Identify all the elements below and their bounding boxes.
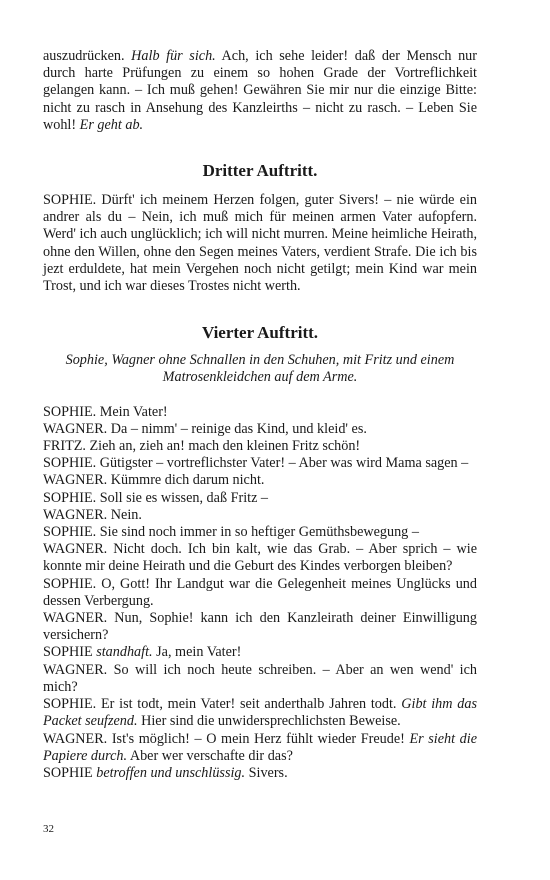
dialogue-line: SOPHIE standhaft. Ja, mein Vater! <box>43 644 242 661</box>
page-text <box>43 48 477 782</box>
stage-direction: Halb für sich. <box>131 48 216 64</box>
stage-direction: Er sieht die Papiere durch. <box>43 730 477 764</box>
dialogue-line: SOPHIE. Gütigster – vortreflichster Vater! – Aber was wird Mama sagen – <box>43 455 469 472</box>
sophie-speech: SOPHIE. Dürft' ich meinem Herzen folgen, guter Sivers! – nie würde ein andrer als du – Nein, ich muß mich für meinen armen Vater aufopfern. Werd' ich auch unglücklich; ich will nicht murren. Meine heimliche Heirath, ohne den Willen, ohne den Segen meines Vaters, verdient Strafe. Die ich bis jezt erduldete, hat mein Vergehen noch nicht getilgt; mein Kind war mein Trost, und ich war dieses Trostes nicht werth. <box>43 192 477 295</box>
dialogue-line: WAGNER. Kümmre dich darum nicht. <box>43 472 265 489</box>
dialogue-line: WAGNER. Da – nimm' – reinige das Kind, und kleid' es. <box>43 420 367 437</box>
stage-direction: Gibt ihm das Packet seufzend. <box>43 696 477 730</box>
dialogue-line: SOPHIE. O, Gott! Ihr Landgut war die Gelegenheit meines Unglücks und dessen Verbergung. <box>43 575 477 609</box>
dialogue-line: WAGNER. Ist's möglich! – O mein Herz fühlt wieder Freude! Er sieht die Papiere durch. Aber wer verschafte dir das? <box>43 730 477 764</box>
stage-direction: standhaft. <box>96 644 153 661</box>
dialogue-line: SOPHIE. Sie sind noch immer in so heftiger Gemüthsbewegung – <box>43 524 419 541</box>
dialogue-line: WAGNER. So will ich noch heute schreiben. – Aber an wen wend' ich mich? <box>43 661 477 695</box>
dialogue-line: WAGNER. Nicht doch. Ich bin kalt, wie das Grab. – Aber sprich – wie konnte mir deine Heirath und die Geburt des Kindes verborgen bleiben? <box>43 541 477 575</box>
scene-heading-3: Dritter Auftritt. <box>202 161 318 181</box>
dialogue-line: FRITZ. Zieh an, zieh an! mach den kleinen Fritz schön! <box>43 438 361 455</box>
page-number: 32 <box>43 823 54 835</box>
stage-direction: betroffen und unschlüssig. <box>96 764 246 781</box>
stage-direction: Er geht ab. <box>79 116 144 133</box>
scene-heading-4: Vierter Auftritt. <box>201 323 319 343</box>
dialogue-line: WAGNER. Nein. <box>43 506 142 523</box>
dialogue-line: SOPHIE. Er ist todt, mein Vater! seit anderthalb Jahren todt. Gibt ihm das Packet seufzend. Hier sind die unwidersprechlichsten Beweise. <box>43 696 477 730</box>
stage-direction-block: Sophie, Wagner ohne Schnallen in den Schuhen, mit Fritz und einem Matrosenkleidchen auf dem Arme. <box>65 352 455 386</box>
dialogue-line: SOPHIE. Mein Vater! <box>43 403 168 420</box>
dialogue-line: SOPHIE. Soll sie es wissen, daß Fritz – <box>43 489 269 506</box>
dialogue-line: WAGNER. Nun, Sophie! kann ich den Kanzleirath deiner Einwilligung versichern? <box>43 610 477 644</box>
dialogue-line: SOPHIE betroffen und unschlüssig. Sivers. <box>43 764 288 781</box>
intro-paragraph: auszudrücken. Halb für sich. Ach, ich sehe leider! daß der Mensch nur durch harte Prüfungen zu einem so hohen Grade der Vortreflichkeit gelangen kann. – Ich muß gehen! Gewähren Sie mir nur die einzige Bitte: nicht zu rasch in Ansehung des Kanzleirths – nicht zu rasch. – Leben Sie wohl! Er geht ab. <box>43 48 477 133</box>
